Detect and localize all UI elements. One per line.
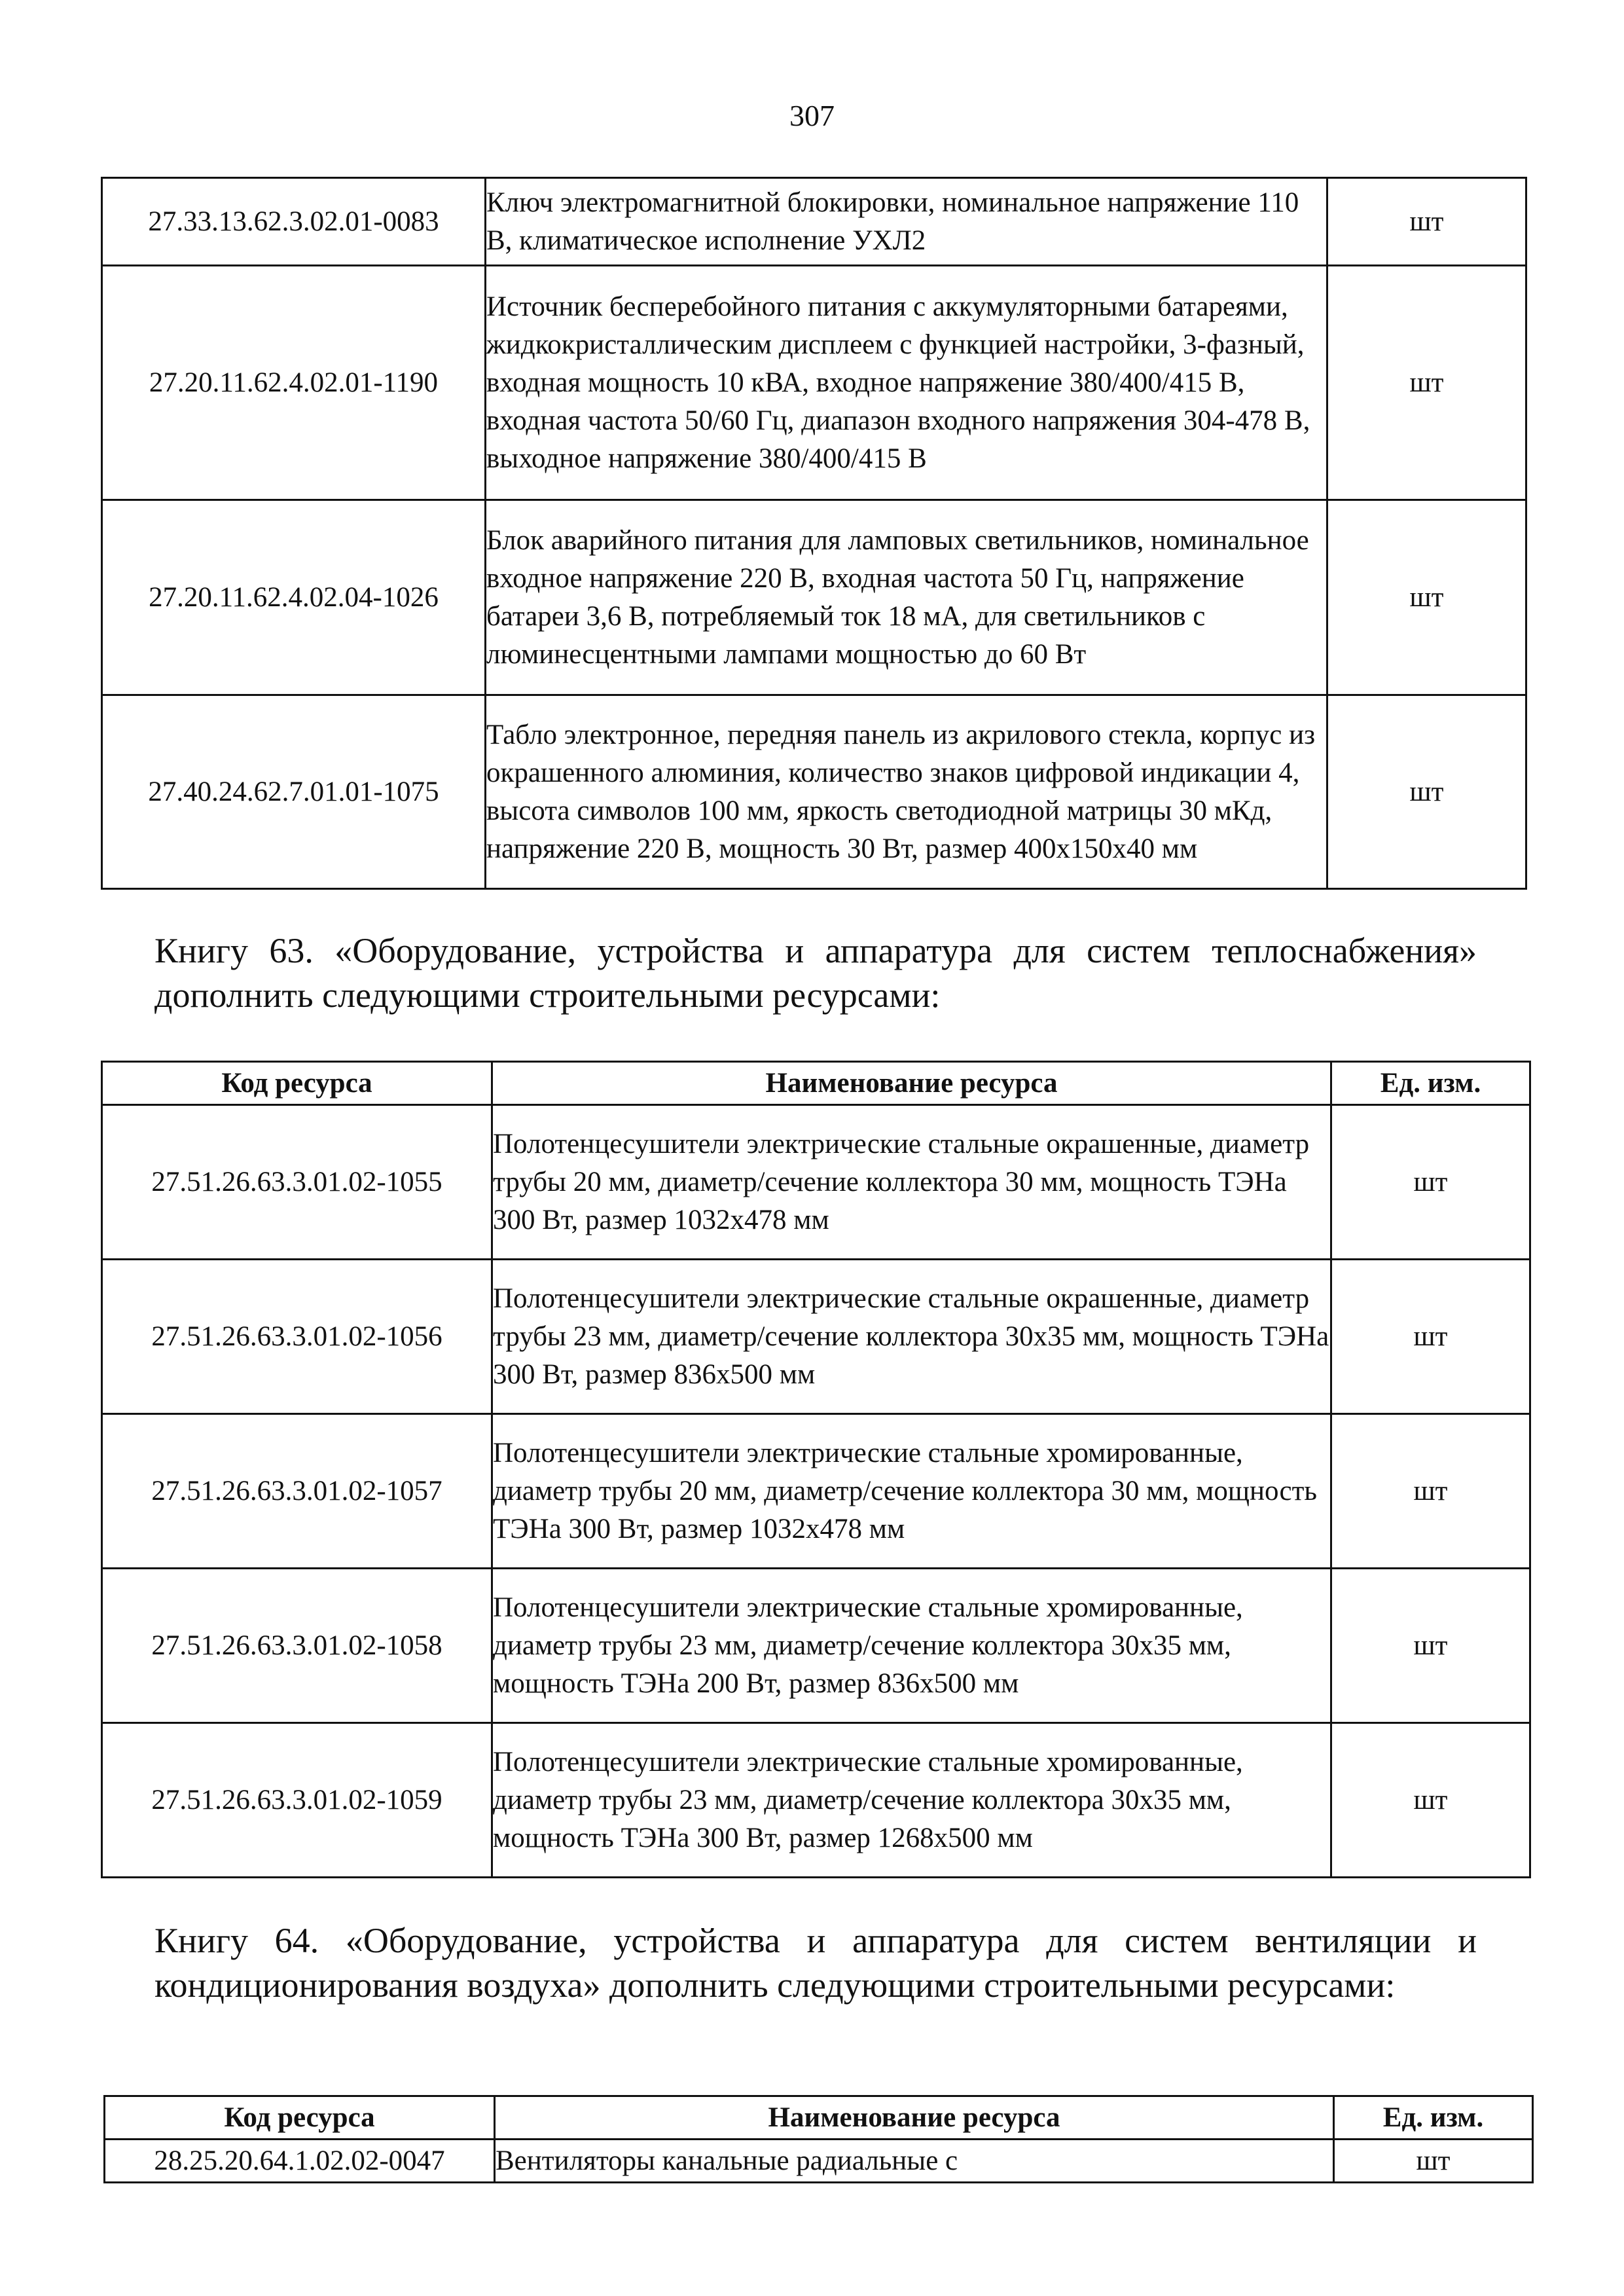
table-row [102, 1260, 1530, 1414]
resource-name: Источник бесперебойного питания с аккумуляторными батареями, жидкокристаллическим дисплеем с функцией настройки, 3-фазный, входная мощность 10 кВА, входное напряжение 380/400/415 В, входная частота 50/60 Гц, диапазон входного напряжения 304-478 В, выходное напряжение 380/400/415 В [486, 266, 1327, 500]
resource-code: 27.20.11.62.4.02.01-1190 [102, 266, 486, 500]
column-header-code: Код ресурса [105, 2096, 495, 2140]
resource-unit: шт [1334, 2140, 1533, 2183]
resource-unit: шт [1331, 1723, 1530, 1878]
book-64-instruction: Книгу 64. «Оборудование, устройства и аппаратура для систем вентиляции и кондиционирования воздуха» дополнить следующими строительными ресурсами: [154, 1921, 1477, 2005]
column-header-name: Наименование ресурса [492, 1062, 1331, 1105]
resource-unit: шт [1331, 1105, 1530, 1260]
resource-name: Ключ электромагнитной блокировки, номинальное напряжение 110 В, климатическое исполнение УХЛ2 [486, 178, 1327, 266]
resource-unit: шт [1327, 178, 1526, 266]
table-row [102, 1105, 1530, 1260]
column-header-unit: Ед. изм. [1334, 2096, 1533, 2140]
resource-code: 27.51.26.63.3.01.02-1059 [102, 1723, 492, 1878]
column-header-code: Код ресурса [102, 1062, 492, 1105]
resource-table-continued [101, 177, 1527, 890]
resource-name: Блок аварийного питания для ламповых светильников, номинальное входное напряжение 220 В, входная частота 50 Гц, напряжение батареи 3,6 В, потребляемый ток 18 мА, для светильников с люминесцентными лампами мощностью до 60 Вт [486, 500, 1327, 695]
resource-unit: шт [1331, 1569, 1530, 1723]
resource-code: 27.33.13.62.3.02.01-0083 [102, 178, 486, 266]
table-row [105, 2140, 1533, 2183]
resource-unit: шт [1327, 695, 1526, 889]
book-63-instruction: Книгу 63. «Оборудование, устройства и аппаратура для систем теплоснабжения» дополнить следующими строительными ресурсами: [154, 931, 1477, 1015]
table-header-row [102, 1062, 1530, 1105]
resource-code: 27.51.26.63.3.01.02-1058 [102, 1569, 492, 1723]
resource-name: Полотенцесушители электрические стальные хромированные, диаметр трубы 20 мм, диаметр/сечение коллектора 30 мм, мощность ТЭНа 300 Вт, размер 1032х478 мм [492, 1414, 1331, 1569]
table-row [102, 1723, 1530, 1878]
resource-code: 27.40.24.62.7.01.01-1075 [102, 695, 486, 889]
resource-name: Полотенцесушители электрические стальные окрашенные, диаметр трубы 20 мм, диаметр/сечение коллектора 30 мм, мощность ТЭНа 300 Вт, размер 1032х478 мм [492, 1105, 1331, 1260]
resource-code: 27.51.26.63.3.01.02-1057 [102, 1414, 492, 1569]
table-row [102, 695, 1526, 889]
resource-unit: шт [1331, 1260, 1530, 1414]
table-row [102, 266, 1526, 500]
resource-code: 27.51.26.63.3.01.02-1056 [102, 1260, 492, 1414]
page-number: 307 [789, 99, 835, 132]
table-row [102, 1414, 1530, 1569]
resource-table-book-64 [103, 2095, 1534, 2183]
resource-code: 27.51.26.63.3.01.02-1055 [102, 1105, 492, 1260]
resource-name: Полотенцесушители электрические стальные окрашенные, диаметр трубы 23 мм, диаметр/сечение коллектора 30х35 мм, мощность ТЭНа 300 Вт, размер 836х500 мм [492, 1260, 1331, 1414]
resource-name: Вентиляторы канальные радиальные с [495, 2140, 1334, 2183]
resource-unit: шт [1327, 500, 1526, 695]
table-header-row [105, 2096, 1533, 2140]
column-header-name: Наименование ресурса [495, 2096, 1334, 2140]
resource-name: Табло электронное, передняя панель из акрилового стекла, корпус из окрашенного алюминия, количество знаков цифровой индикации 4, высота символов 100 мм, яркость светодиодной матрицы 30 мКд, напряжение 220 В, мощность 30 Вт, размер 400x150x40 мм [486, 695, 1327, 889]
table-row [102, 500, 1526, 695]
resource-name: Полотенцесушители электрические стальные хромированные, диаметр трубы 23 мм, диаметр/сечение коллектора 30х35 мм, мощность ТЭНа 200 Вт, размер 836х500 мм [492, 1569, 1331, 1723]
resource-code: 28.25.20.64.1.02.02-0047 [105, 2140, 495, 2183]
table-row [102, 1569, 1530, 1723]
resource-unit: шт [1331, 1414, 1530, 1569]
resource-code: 27.20.11.62.4.02.04-1026 [102, 500, 486, 695]
column-header-unit: Ед. изм. [1331, 1062, 1530, 1105]
resource-name: Полотенцесушители электрические стальные хромированные, диаметр трубы 23 мм, диаметр/сечение коллектора 30х35 мм, мощность ТЭНа 300 Вт, размер 1268х500 мм [492, 1723, 1331, 1878]
resource-unit: шт [1327, 266, 1526, 500]
table-row [102, 178, 1526, 266]
resource-table-book-63 [101, 1061, 1531, 1878]
